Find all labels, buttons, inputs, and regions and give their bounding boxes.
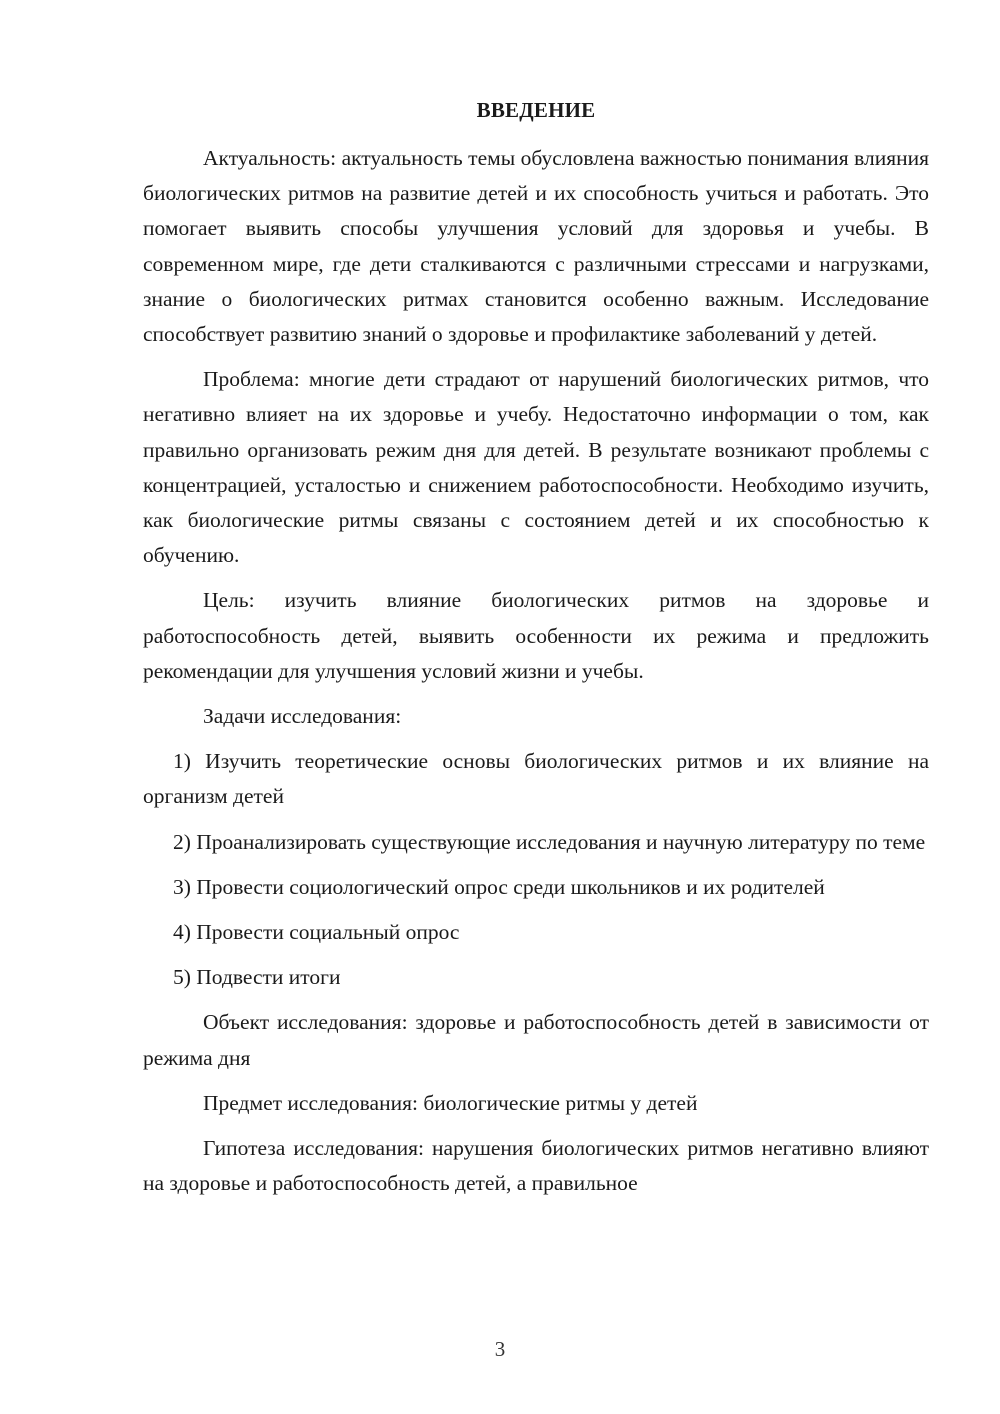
hypothesis-paragraph: Гипотеза исследования: нарушения биологических ритмов негативно влияют на здоровье и работоспособность детей, а правильное [143,1136,929,1196]
page-content [143,91,929,1211]
subject-paragraph: Предмет исследования: биологические ритмы у детей [203,1090,698,1115]
relevance-paragraph: Актуальность: актуальность темы обусловлена важностью понимания влияния биологических ритмов на развитие детей и их способность учиться и работать. Это помогает выявить способы улучшения условий для здоровья и учебы. В современном мире, где дети сталкиваются с различными стрессами и нагрузками, знание о биологических ритмах становится особенно важным. Исследование способствует развитию знаний о здоровье и профилактике заболеваний у детей. [143,146,929,347]
task-item-3: 3) Провести социологический опрос среди школьников и их родителей [173,874,825,899]
section-heading: ВВЕДЕНИЕ [476,98,596,122]
tasks-heading: Задачи исследования: [203,704,402,729]
task-item-2: 2) Проанализировать существующие исследования и научную литературу по теме [173,829,926,854]
goal-paragraph: Цель: изучить влияние биологических ритмов на здоровье и работоспособность детей, выявить особенности их режима и предложить рекомендации для улучшения условий жизни и учебы. [143,588,929,683]
object-paragraph: Объект исследования: здоровье и работоспособность детей в зависимости от режима дня [143,1010,929,1070]
page-number: 3 [494,1337,506,1361]
task-item-1: 1) Изучить теоретические основы биологических ритмов и их влияние на организм детей [143,749,929,809]
task-item-5: 5) Подвести итоги [173,965,341,990]
task-item-4: 4) Провести социальный опрос [173,920,460,945]
problem-paragraph: Проблема: многие дети страдают от нарушений биологических ритмов, что негативно влияет на их здоровье и учебу. Недостаточно информации о том, как правильно организовать режим дня для детей. В результате возникают проблемы с концентрацией, усталостью и снижением работоспособности. Необходимо изучить, как биологические ритмы связаны с состоянием детей и их способностью к обучению. [143,367,929,568]
